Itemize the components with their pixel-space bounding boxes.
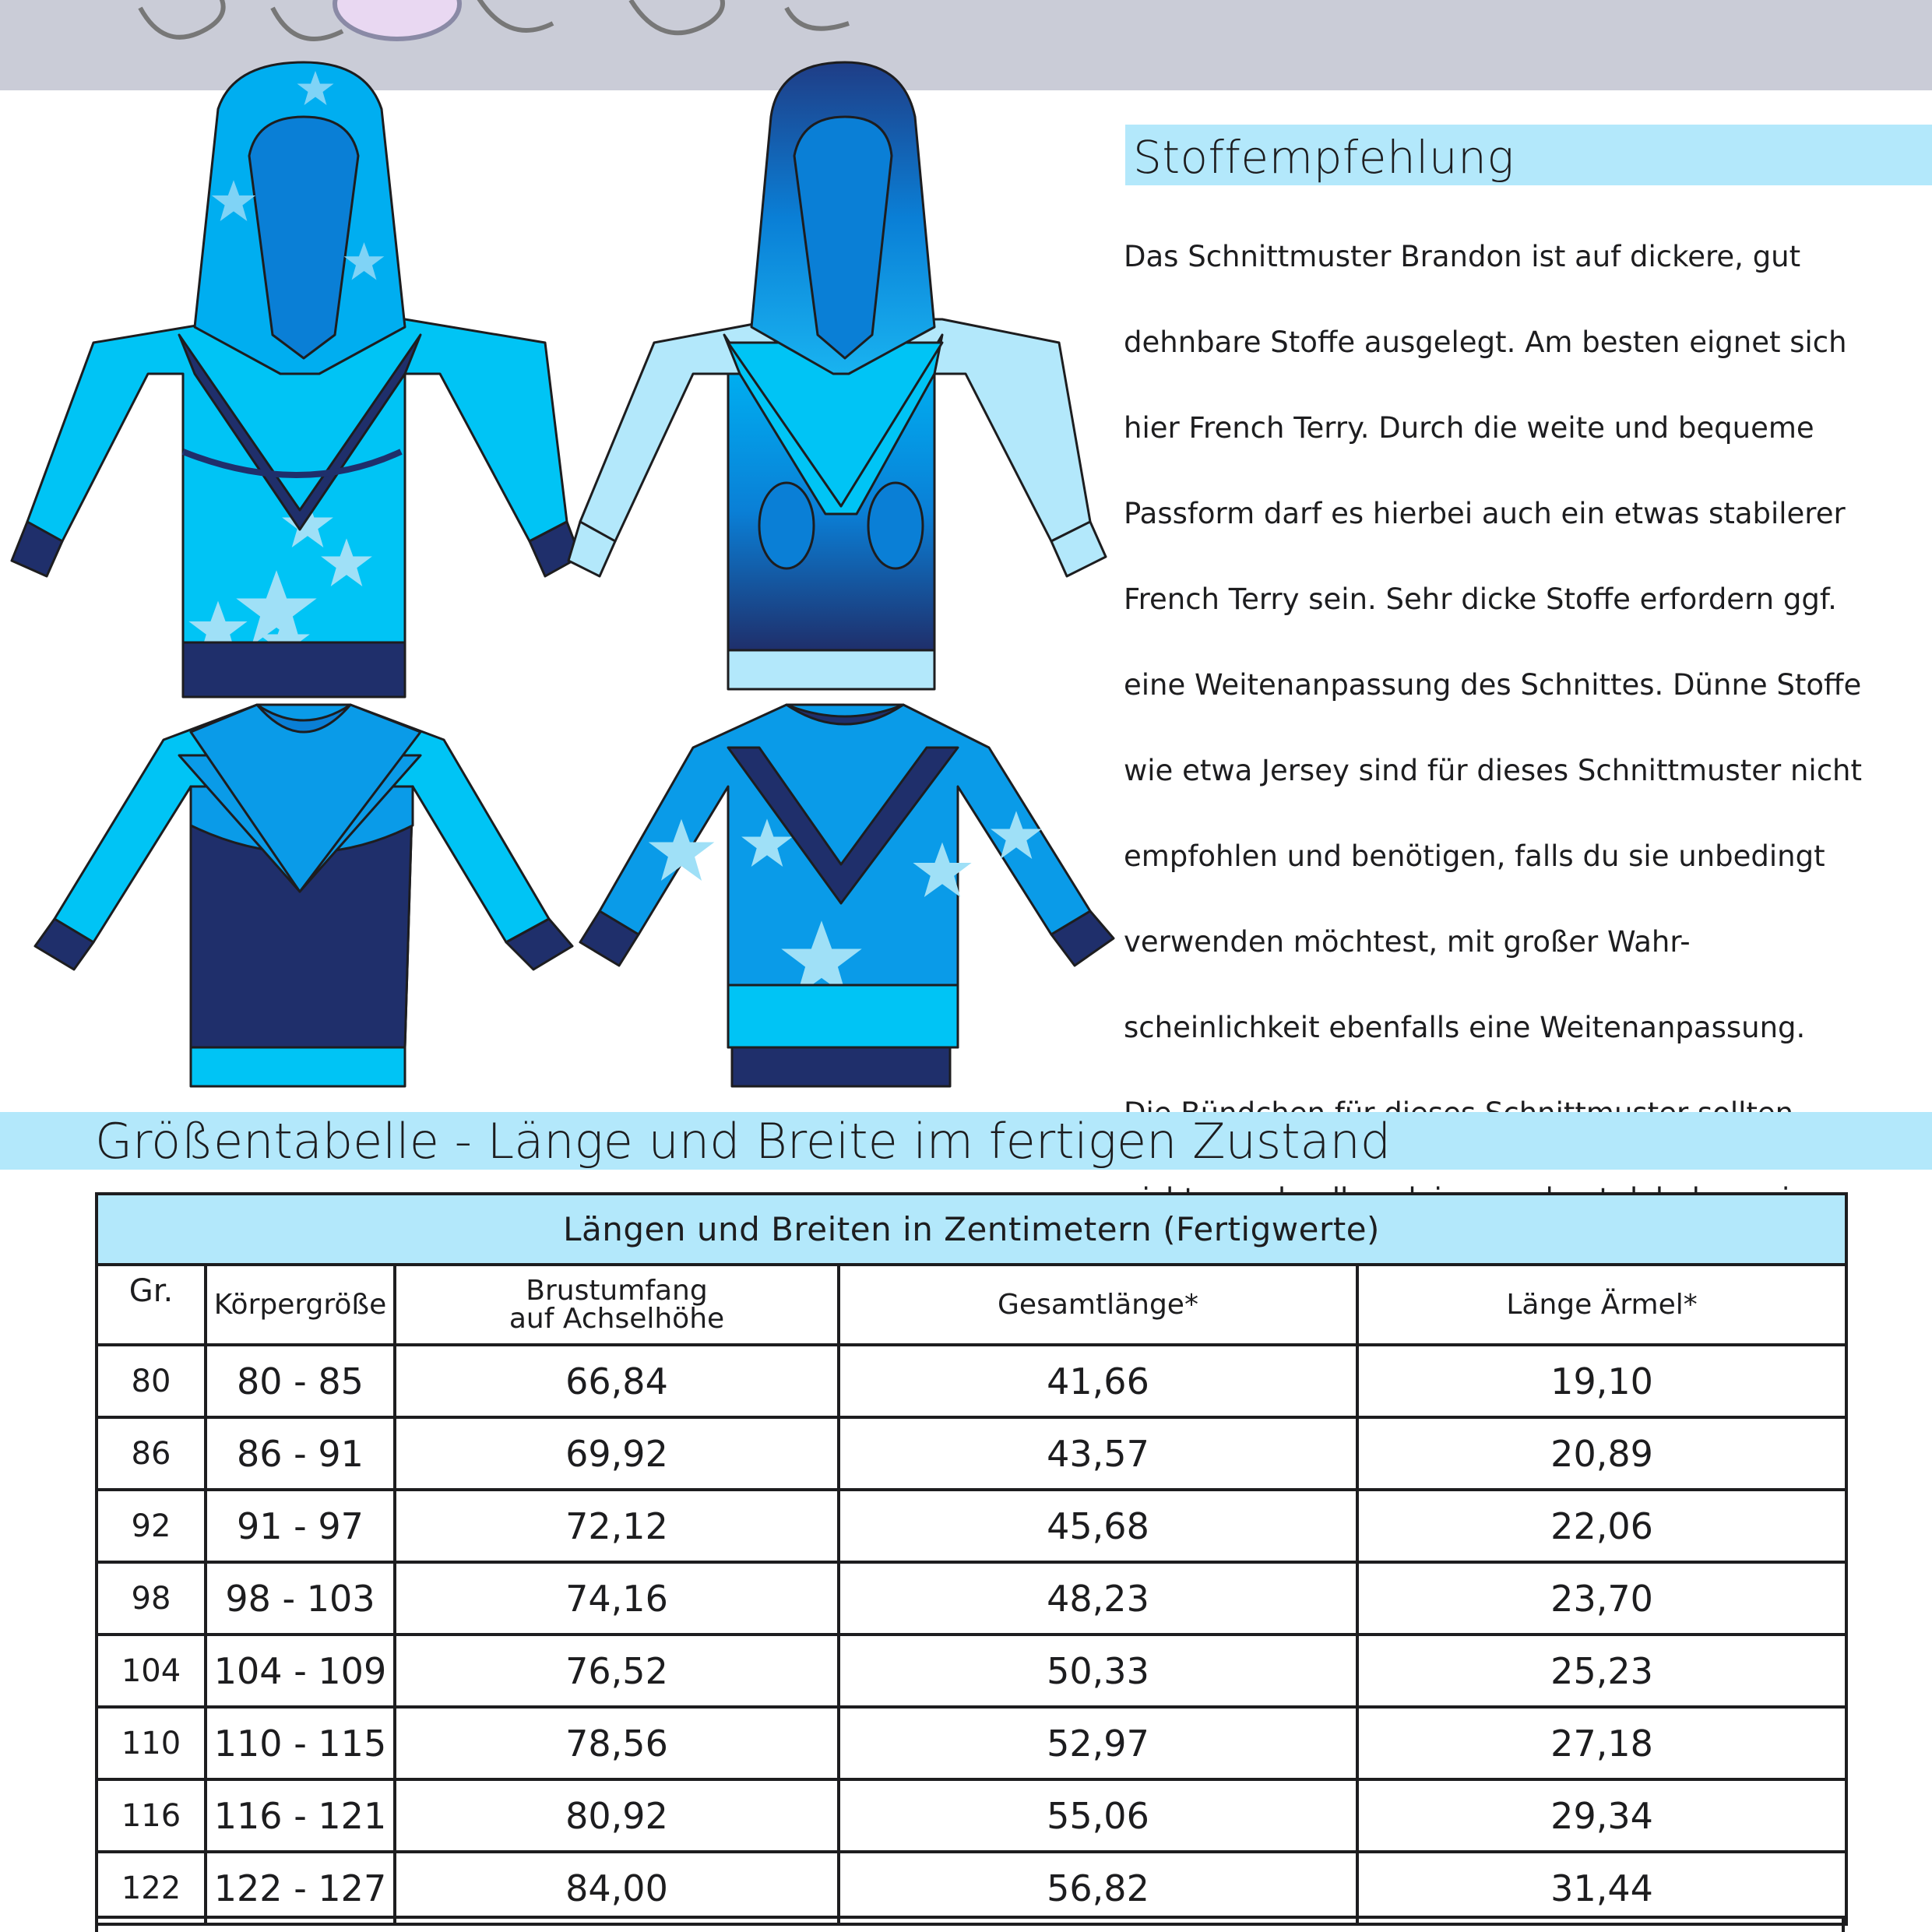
- fabric-heading: Stoffempfehlung: [1133, 131, 1515, 184]
- body-height-cell: 104 - 109: [206, 1635, 395, 1707]
- size-table-body: [97, 1345, 1846, 1924]
- chest-cell: 66,84: [395, 1345, 839, 1417]
- fabric-line: wie etwa Jersey sind für dieses Schnittmuster nicht: [1124, 754, 1862, 787]
- fabric-line: scheinlichkeit ebenfalls eine Weitenanpassung.: [1124, 1011, 1806, 1044]
- fabric-line: eine Weitenanpassung des Schnittes. Dünne Stoffe: [1124, 668, 1862, 702]
- total-length-cell: 50,33: [839, 1635, 1357, 1707]
- total-length-cell: 52,97: [839, 1707, 1357, 1779]
- chest-cell: 78,56: [395, 1707, 839, 1779]
- table-row: [97, 1635, 1846, 1707]
- table-row: [97, 1779, 1846, 1852]
- size-cell: 92: [97, 1490, 206, 1562]
- table-row: [97, 1707, 1846, 1779]
- chest-cell: 80,92: [395, 1779, 839, 1852]
- size-cell: 104: [97, 1635, 206, 1707]
- chest-header-line1: Brustumfang: [526, 1274, 708, 1307]
- size-cell: 86: [97, 1417, 206, 1490]
- body-height-cell: 80 - 85: [206, 1345, 395, 1417]
- total-length-cell: 48,23: [839, 1562, 1357, 1635]
- fabric-line: hier French Terry. Durch die weite und bequeme: [1124, 411, 1814, 445]
- sleeve-length-cell: 19,10: [1357, 1345, 1846, 1417]
- table-continuation-edge: [95, 1916, 1845, 1932]
- body-height-cell: 98 - 103: [206, 1562, 395, 1635]
- chest-cell: 69,92: [395, 1417, 839, 1490]
- fabric-line: Das Schnittmuster Brandon ist auf dickere, gut: [1124, 240, 1801, 273]
- total-length-cell: 41,66: [839, 1345, 1357, 1417]
- size-cell: 116: [97, 1779, 206, 1852]
- sweater-navy-front: [35, 705, 572, 1086]
- sleeve-length-cell: 31,44: [1357, 1852, 1846, 1924]
- body-height-cell: 110 - 115: [206, 1707, 395, 1779]
- sleeve-length-cell: 25,23: [1357, 1635, 1846, 1707]
- sweater-star-print: [580, 705, 1114, 1086]
- total-length-cell: 55,06: [839, 1779, 1357, 1852]
- body-height-cell: 86 - 91: [206, 1417, 395, 1490]
- sleeve-length-cell: 29,34: [1357, 1779, 1846, 1852]
- table-row: [97, 1490, 1846, 1562]
- chest-cell: 84,00: [395, 1852, 839, 1924]
- chest-header-line2: auf Achselhöhe: [509, 1302, 725, 1335]
- column-header-sleeve-length: Länge Ärmel*: [1357, 1265, 1846, 1345]
- chest-cell: 74,16: [395, 1562, 839, 1635]
- table-row: [97, 1562, 1846, 1635]
- table-row: [97, 1852, 1846, 1924]
- table-row: [97, 1345, 1846, 1417]
- hoodie-gradient: [568, 62, 1106, 689]
- total-length-cell: 43,57: [839, 1417, 1357, 1490]
- sleeve-length-cell: 20,89: [1357, 1417, 1846, 1490]
- size-chart-heading: Größentabelle - Länge und Breite im fertigen Zustand: [95, 1113, 1392, 1170]
- size-cell: 122: [97, 1852, 206, 1924]
- column-header-size: Gr.: [97, 1265, 206, 1345]
- sleeve-length-cell: 27,18: [1357, 1707, 1846, 1779]
- body-height-cell: 122 - 127: [206, 1852, 395, 1924]
- body-height-cell: 91 - 97: [206, 1490, 395, 1562]
- size-cell: 98: [97, 1562, 206, 1635]
- total-length-cell: 56,82: [839, 1852, 1357, 1924]
- fabric-line: dehnbare Stoffe ausgelegt. Am besten eignet sich: [1124, 326, 1847, 359]
- column-header-chest: [395, 1265, 839, 1345]
- chest-cell: 76,52: [395, 1635, 839, 1707]
- column-header-total-length: Gesamtlänge*: [839, 1265, 1357, 1345]
- fabric-line: verwenden möchtest, mit großer Wahr-: [1124, 925, 1691, 959]
- body-height-cell: 116 - 121: [206, 1779, 395, 1852]
- fabric-line: French Terry sein. Sehr dicke Stoffe erfordern ggf.: [1124, 582, 1837, 616]
- table-caption: Längen und Breiten in Zentimetern (Fertigwerte): [97, 1194, 1846, 1265]
- size-table: [95, 1192, 1848, 1926]
- garment-illustrations: [0, 0, 1121, 1098]
- size-cell: 80: [97, 1345, 206, 1417]
- chest-cell: 72,12: [395, 1490, 839, 1562]
- total-length-cell: 45,68: [839, 1490, 1357, 1562]
- sleeve-length-cell: 22,06: [1357, 1490, 1846, 1562]
- fabric-line: empfohlen und benötigen, falls du sie unbedingt: [1124, 839, 1825, 873]
- table-row: [97, 1417, 1846, 1490]
- column-header-body-height: Körpergröße: [206, 1265, 395, 1345]
- size-cell: 110: [97, 1707, 206, 1779]
- fabric-recommendation-text: [1124, 192, 1918, 1263]
- fabric-line: Passform darf es hierbei auch ein etwas stabilerer: [1124, 497, 1846, 530]
- hoodie-star-print: [12, 62, 580, 697]
- sleeve-length-cell: 23,70: [1357, 1562, 1846, 1635]
